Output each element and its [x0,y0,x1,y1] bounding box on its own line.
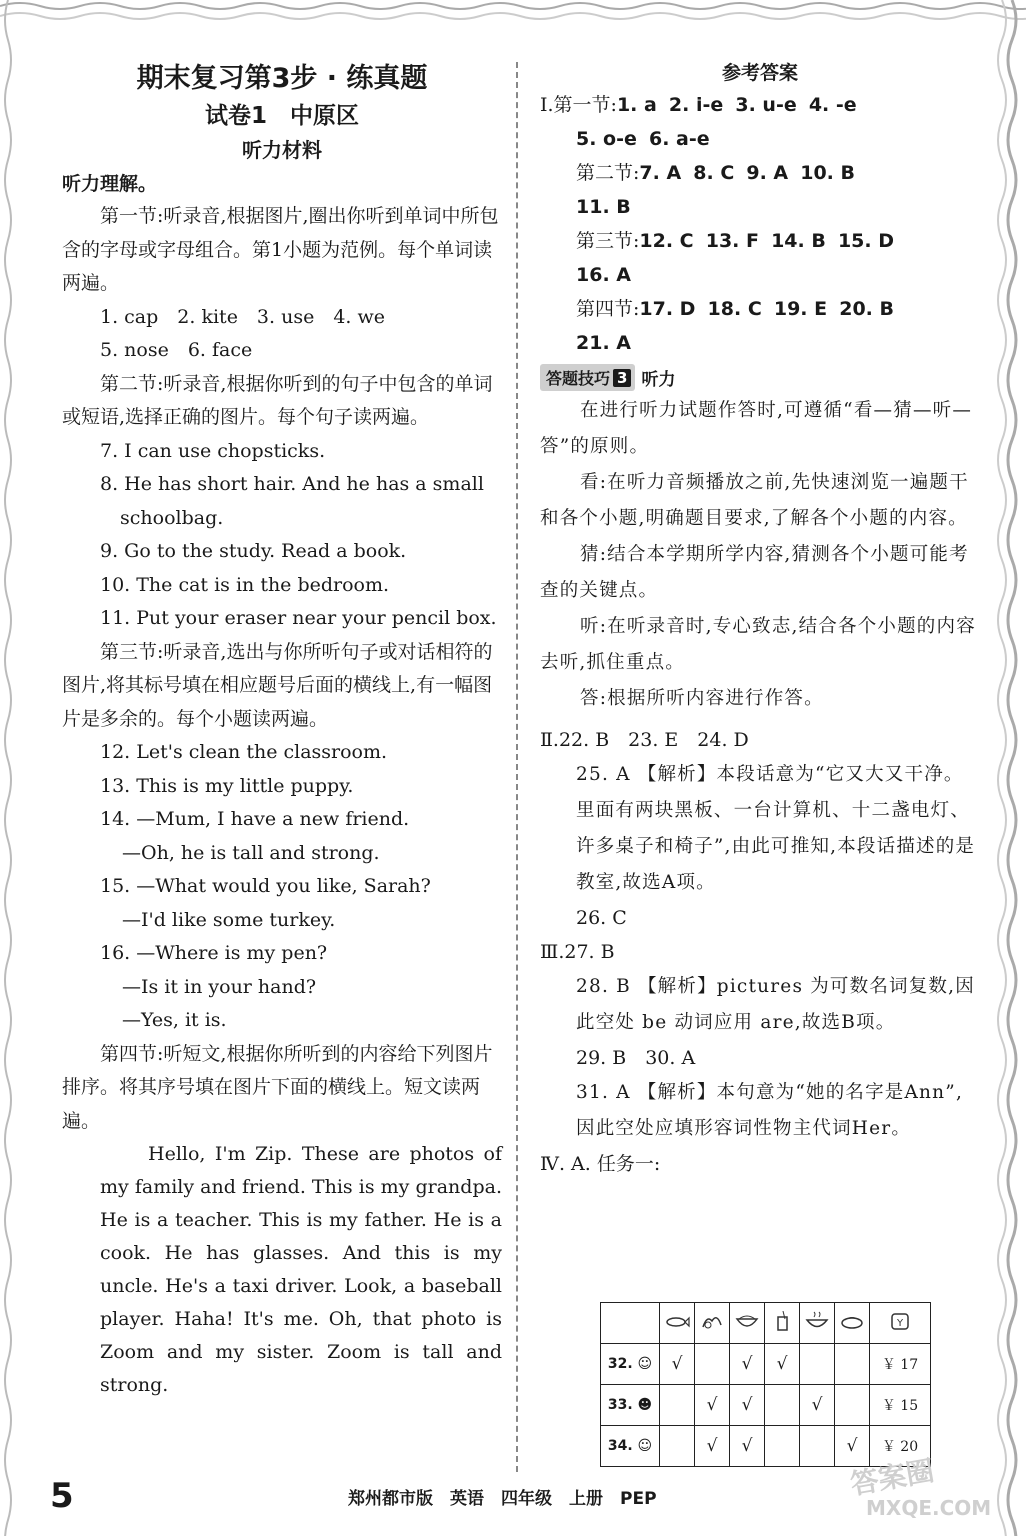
answer-line: 16. A [576,264,631,286]
watermark-logo: 答案圈 [848,1453,937,1502]
section1-words-line2: 5. nose 6. face [100,339,253,361]
answers-column [540,58,980,1181]
answers-title: 参考答案 [721,62,798,84]
check-cell [660,1426,695,1467]
check-cell: √ [730,1344,765,1385]
list-item: schoolbag. [120,506,224,529]
answer-explanation: 31. A 【解析】本句意为“她的名字是Ann”,因此空处应填形容词性物主代词Her。 [576,1082,964,1139]
answer-line: 第三节:12. C 13. F 14. B 15. D [576,230,894,252]
list-item: 12. Let's clean the classroom. [100,741,388,763]
tip-paragraph: 在进行听力试题作答时,可遵循“看—猜—听—答”的原则。 [540,400,973,457]
answer-line: Ⅰ.第一节:1. a 2. i-e 3. u-e 4. -e [540,94,857,116]
column-divider [516,62,518,1472]
watermark-url: MXQE.COM [866,1496,992,1520]
price-cell: ￥ 20 [870,1426,931,1467]
fish-icon [660,1303,695,1344]
answer-line: 5. o-e 6. a-e [576,128,710,150]
check-cell: √ [695,1385,730,1426]
list-item: —Is it in your hand? [122,975,317,998]
answer-line: Ⅳ. A. 任务一: [540,1153,661,1175]
list-item: —Oh, he is tall and strong. [122,841,380,864]
list-item: 9. Go to the study. Read a book. [100,540,407,562]
list-item: 7. I can use chopsticks. [100,439,326,462]
check-cell: √ [835,1426,870,1467]
check-cell [800,1426,835,1467]
check-cell [765,1385,800,1426]
check-cell: √ [765,1344,800,1385]
girl-face-icon: ☺ [637,1438,653,1454]
check-cell: √ [730,1426,765,1467]
price-cell: ￥ 17 [870,1344,931,1385]
check-cell [800,1344,835,1385]
boy-face-icon: ☻ [637,1397,653,1413]
answer-tip-header [540,364,980,391]
check-cell [660,1385,695,1426]
answer-line: 11. B [576,196,631,218]
tip-paragraph: 看:在听力音频播放之前,先快速浏览一遍题干和各个小题,明确题目要求,了解各个小题的内容。 [540,472,969,529]
grid-corner [601,1303,660,1344]
table-row [601,1303,931,1344]
answer-line: 21. A [576,332,631,354]
list-item: 14. —Mum, I have a new friend. [100,808,410,830]
answer-line: 第四节:17. D 18. C 19. E 20. B [576,298,894,320]
answer-line: Ⅲ.27. B [540,941,615,963]
section3-instructions: 第三节:听录音,选出与你所听句子或对话相符的图片,将其标号填在相应题号后面的横线上,有一幅图片是多余的。每个小题读两遍。 [62,640,493,730]
left-wavy-border [0,0,42,1536]
section1-words-line1: 1. cap 2. kite 3. use 4. we [100,305,386,328]
check-cell: √ [660,1344,695,1385]
check-cell: √ [800,1385,835,1426]
list-item: 11. Put your eraser near your pencil box. [100,607,497,629]
task-one-grid [600,1302,931,1467]
check-cell: √ [695,1426,730,1467]
price-cell: ￥ 15 [870,1385,931,1426]
tip-paragraph: 听:在听录音时,专心致志,结合各个小题的内容去听,抓住重点。 [540,616,976,673]
paper-subtitle: 试卷1 中原区 [204,103,359,129]
listening-part-title: 听力理解。 [62,173,158,195]
check-cell [835,1344,870,1385]
answer-line: 29. B 30. A [576,1047,696,1069]
page-number: 5 [50,1476,74,1516]
listening-materials-column [62,60,502,1402]
tip-paragraph: 答:根据所听内容进行作答。 [580,688,824,709]
list-item: 10. The cat is in the bedroom. [100,573,390,596]
right-wavy-border [986,0,1026,1536]
table-row [601,1344,931,1385]
answer-explanation: 28. B 【解析】pictures 为可数名词复数,因此空处 be 动词应用 are,故选B项。 [576,976,975,1033]
check-cell [765,1426,800,1467]
table-row [601,1385,931,1426]
row-number: 33. ☻ [601,1385,660,1426]
answer-line: 第二节:7. A 8. C 9. A 10. B [576,162,855,184]
footer-edition: 郑州都市版 英语 四年级 上册 PEP [348,1489,657,1509]
top-wavy-border [0,0,1026,42]
list-item: 16. —Where is my pen? [100,942,328,964]
soup-icon [800,1303,835,1344]
tip-number: 3 [613,369,631,387]
section1-instructions: 第一节:听录音,根据图片,圈出你听到单词中所包含的字母或字母组合。第1小题为范例。每个单词读两遍。 [62,205,499,294]
check-cell [695,1344,730,1385]
answer-line: 26. C [576,907,627,929]
tip-topic: 听力 [641,370,676,390]
girl-face-icon: ☺ [637,1356,653,1372]
row-number: 34. ☺ [601,1426,660,1467]
section2-instructions: 第二节:听录音,根据你听到的句子中包含的单词或短语,选择正确的图片。每个句子读两遍。 [62,372,493,428]
list-item: —I'd like some turkey. [122,908,336,931]
list-item: 15. —What would you like, Sarah? [100,875,431,897]
juice-icon [765,1303,800,1344]
answer-line: Ⅱ.22. B 23. E 24. D [540,729,749,751]
list-item: 8. He has short hair. And he has a small [100,473,484,495]
vegetables-icon [695,1303,730,1344]
section4-passage: Hello, I'm Zip. These are photos of my family and friend. This is my grandpa. He is a teacher. This is my father. He is a cook. He has glasses. And this is my uncle. He's a taxi driver. Look, a baseball player. Haha! It's me. Oh, that photo is Zoom and my sister. Zoom is tall and strong. [100,1143,502,1396]
list-item: —Yes, it is. [122,1009,227,1031]
money-icon [870,1303,931,1344]
tip-paragraph: 猜:结合本学期所学内容,猜测各个小题可能考查的关键点。 [540,544,969,601]
list-item: 13. This is my little puppy. [100,774,354,797]
rice-bowl-icon [730,1303,765,1344]
row-number: 32. ☺ [601,1344,660,1385]
section4-instructions: 第四节:听短文,根据你所听到的内容给下列图片排序。将其序号填在图片下面的横线上。短文读两遍。 [62,1042,493,1132]
svg-text:Y: Y [896,1318,904,1329]
section-title: 听力材料 [242,138,322,162]
chicken-icon [835,1303,870,1344]
answer-explanation: 25. A 【解析】本段话意为“它又大又干净。里面有两块黑板、一台计算机、十二盏电灯、许多桌子和椅子”,由此可推知,本段话描述的是教室,故选A项。 [576,764,976,893]
check-cell: √ [730,1385,765,1426]
check-cell [835,1385,870,1426]
page-title: 期末复习第3步 · 练真题 [136,63,428,94]
tip-badge: 答题技巧 3 [540,364,635,391]
